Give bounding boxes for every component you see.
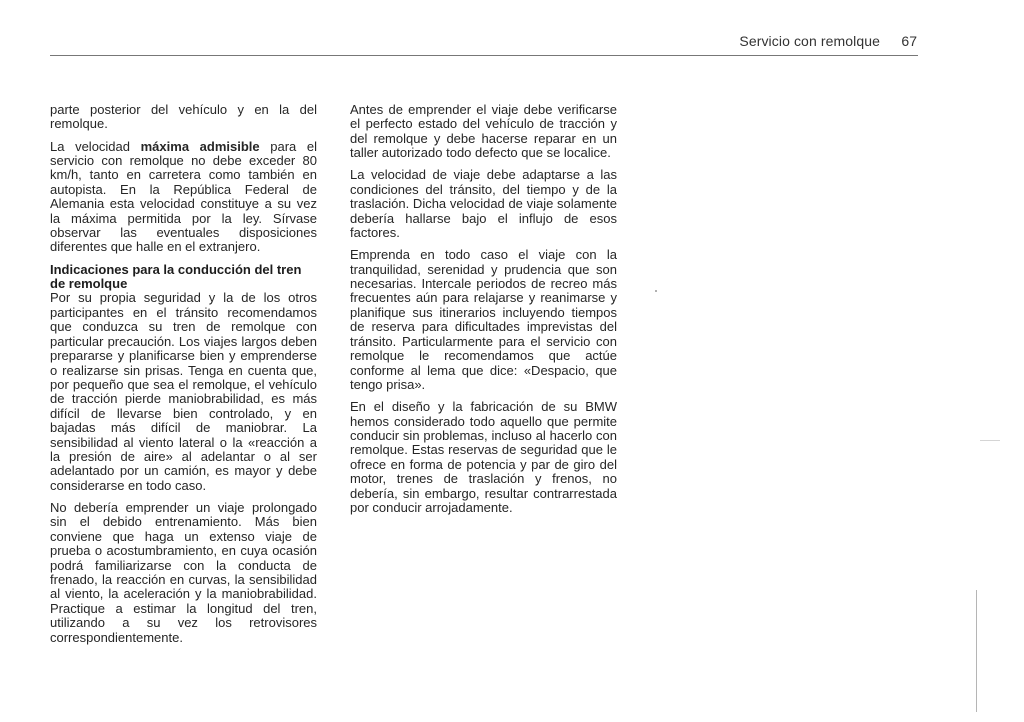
- paragraph: Antes de emprender el viaje debe verificarse el perfecto estado del vehículo de tracción y del remolque y debe hacerse reparar en un taller autorizado todo defecto que se localice.: [350, 102, 617, 161]
- section-heading: Indicaciones para la conducción del tren de remolque: [50, 261, 302, 292]
- bold-term: máxima admisible: [140, 138, 260, 154]
- left-column: [50, 103, 317, 653]
- paragraph: La velocidad de viaje debe adaptarse a las condiciones del tránsito, del tiempo y de la traslación. Dicha velocidad de viaje solamente debería hallarse bajo el influjo de esos factores.: [350, 167, 617, 241]
- scan-artifact: [980, 440, 1000, 441]
- running-title: Servicio con remolque: [739, 33, 880, 49]
- page-number: 67: [901, 33, 917, 49]
- scan-edge-line: [976, 590, 977, 712]
- paragraph-max-speed: [50, 140, 317, 255]
- paragraph: parte posterior del vehículo y en la del remolque.: [50, 102, 317, 132]
- scan-speck: [655, 290, 657, 292]
- paragraph: No debería emprender un viaje prolongado sin el debido entrenamiento. Más bien conviene que haga un extenso viaje de prueba o acostumbramiento, en cuya ocasión podrá familiarizarse con la conducta de frenado, la reacción en curvas, la sensibilidad al viento, la aceleración y la maniobrabilidad. Practique a estimar la longitud del tren, utilizando a su vez los retrovisores correspondientemente.: [50, 499, 317, 645]
- paragraph-text: para el servicio con remolque no debe exceder 80 km/h, tanto en carretera como también en autopista. En la República Federal de Alemania esta velocidad constituye a su vez la máxima permitida por la ley. Sírvase observar las eventuales disposiciones diferentes que halle en el extranjero.: [50, 138, 317, 255]
- page-header: [50, 33, 917, 53]
- paragraph: Por su propia seguridad y la de los otros participantes en el tránsito recomendamos que conduzca su tren de remolque con particular precaución. Los viajes largos deben prepararse y planificarse bien y emprenderse o realizarse sin prisas. Tenga en cuenta que, por pequeño que sea el remolque, el vehículo de tracción pierde maniobrabilidad, es más difícil de llevarse bien controlado, y en bajadas más difícil de maniobrar. La sensibilidad al viento lateral o la «reacción a la presión de aire» al adelantar o al ser adelantado por un camión, es mayor y debe considerarse en todo caso.: [50, 290, 317, 493]
- paragraph: En el diseño y la fabricación de su BMW hemos considerado todo aquello que permite conducir sin problemas, incluso al hacerlo con remolque. Estas reservas de seguridad que le ofrece en forma de potencia y par de giro del motor, trenes de traslación y frenos, no debería, sin embargo, resultar contrarrestada por conducir arrojadamente.: [350, 399, 617, 515]
- paragraph-text: La velocidad: [50, 138, 141, 154]
- right-column: [350, 103, 617, 523]
- paragraph: Emprenda en todo caso el viaje con la tranquilidad, serenidad y prudencia que son necesarias. Intercale periodos de recreo más frecuentes aún para relajarse y reanimarse y planifique sus itinerarios incluyendo tiempos de reserva para dificultades imprevistas del tránsito. Particularmente para el servicio con remolque le recomendamos que actúe conforme al lema que dice: «Despacio, que tengo prisa».: [350, 247, 617, 392]
- header-rule: [50, 55, 918, 56]
